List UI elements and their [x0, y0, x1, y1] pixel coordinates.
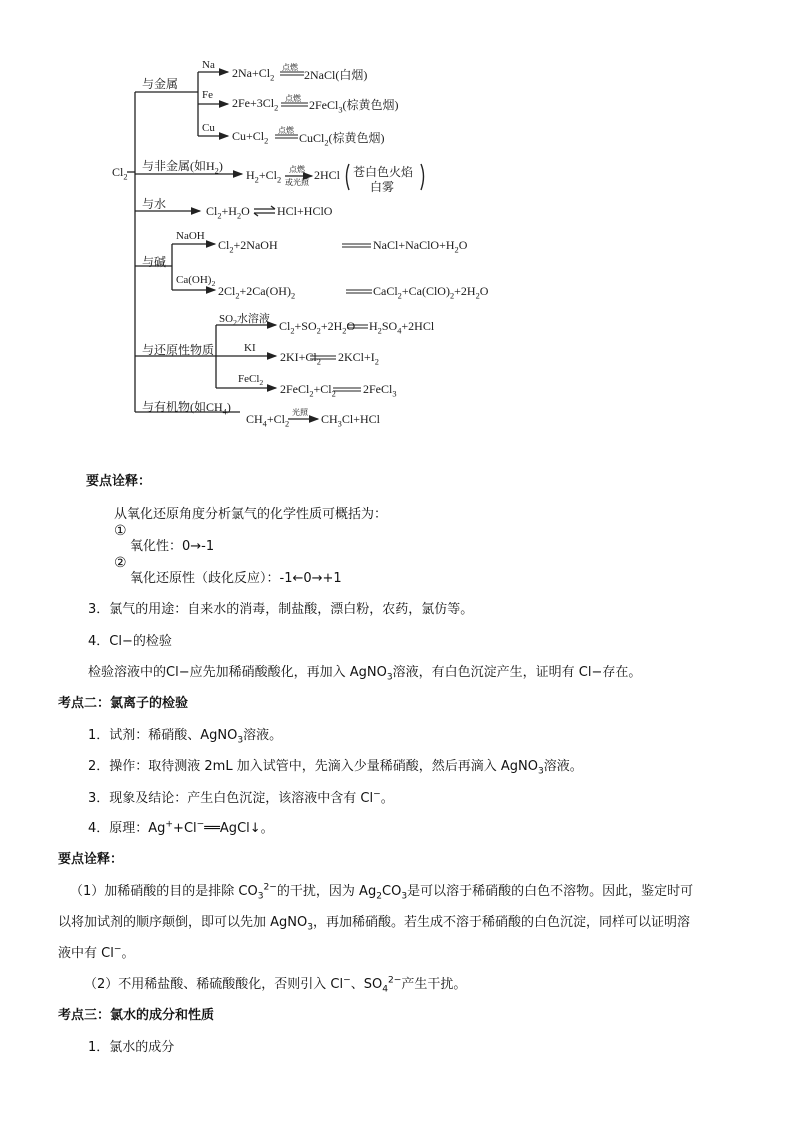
note-1-line-3: 液中有 Cl−。 [58, 944, 135, 961]
eq-h2-note1: 苍白色火焰 [353, 165, 414, 179]
leaf-caoh: $Ca(OH)_2$ [176, 274, 216, 289]
diagram-lines [0, 0, 794, 440]
eq-ch4-right: $CH_3Cl+HCl$ [321, 412, 380, 429]
eq-naoh-right: $NaCl+NaClO+H_2O$ [373, 238, 468, 255]
branch-reducing: 与还原性物质 [142, 343, 215, 357]
eq-ch4-left: $CH_4+Cl_2$ [246, 412, 290, 429]
section-heading-kd2: 考点二：氯离子的检验 [58, 696, 189, 711]
kd2-item-2: 2．操作：取待测液 2mL 加入试管中，先滴入少量稀硝酸，然后再滴入 AgNO$_3$溶液。 [88, 759, 583, 777]
section-heading-key-points-2: 要点诠释： [58, 852, 124, 867]
disproportionation-item: 氧化还原性（歧化反应）：-1←0→+1 [130, 571, 342, 586]
chloride-test-item: 4．Cl−的检验 [88, 634, 172, 649]
section-heading-kd3: 考点三：氯水的成分和性质 [58, 1008, 215, 1023]
eq-so2-left: $Cl_2+SO_2+2H_2O$ [279, 319, 356, 336]
eq-so2-right: $H_2SO_4+2HCl$ [369, 319, 435, 336]
branch-water: 与水 [142, 197, 167, 211]
eq-ki-right: $2KCl+I_2$ [338, 350, 379, 367]
cond-ignite-fe: 点燃 [285, 94, 301, 103]
branch-base: 与碱 [142, 255, 167, 269]
intro-line: 从氧化还原角度分析氯气的化学性质可概括为： [114, 507, 388, 522]
leaf-naoh: NaOH [176, 230, 205, 242]
kd2-item-1: 1．试剂：稀硝酸、AgNO$_3$溶液。 [88, 728, 283, 746]
diagram-root: $Cl_2$ [112, 165, 128, 182]
leaf-fecl2: FeCl$_2$ [238, 373, 264, 388]
circled-one: ① [114, 523, 127, 539]
branch-metal: 与金属 [142, 77, 179, 91]
chloride-test-detail: 检验溶液中的Cl−应先加稀硝酸酸化，再加入 AgNO$_3$溶液，有白色沉淀产生，证明有 Cl−存在。 [88, 665, 642, 683]
branch-organic: 与有机物(如$CH_4$) [142, 400, 231, 417]
leaf-cu: Cu [202, 122, 215, 134]
eq-ca-left: $2Cl_2+2Ca(OH)_2$ [218, 284, 296, 301]
eq-h2-right: 2HCl [314, 168, 341, 182]
eq-h2-note2: 白雾 [370, 180, 395, 194]
leaf-na: Na [202, 59, 215, 71]
leaf-ki: KI [244, 342, 256, 354]
eq-fe-left: $2Fe+3Cl_2$ [232, 96, 279, 113]
leaf-fe: Fe [202, 89, 213, 101]
branch-nonmetal: 与非金属(如$H_2$) [142, 159, 223, 176]
eq-na-left: $2Na+Cl_2$ [232, 66, 275, 83]
eq-fe2-left: $2FeCl_2+Cl_2$ [280, 382, 336, 399]
eq-cu-right: CuCl$_2$(棕黄色烟) [299, 131, 385, 148]
note-2: （2）不用稀盐酸、稀硫酸酸化，否则引入 Cl−、$SO_4^{2-}$产生干扰。 [84, 975, 467, 995]
note-1-line-2: 以将加试剂的顺序颠倒，即可以先加 AgNO$_3$，再加稀硝酸。若生成不溶于稀硝酸的白色沉淀，同样可以证明溶 [58, 915, 691, 933]
eq-water-right: HCl+HClO [277, 204, 333, 218]
cond-ignite-na: 点燃 [282, 63, 298, 72]
cond-or-light: 或光照 [285, 178, 309, 187]
kd2-item-3: 3．现象及结论：产生白色沉淀，该溶液中含有 Cl−。 [88, 789, 394, 806]
section-heading-key-points: 要点诠释： [86, 474, 152, 489]
kd2-item-4: 4．原理：Ag++Cl−══AgCl↓。 [88, 819, 274, 836]
eq-ki-left: $2KI+Cl_2$ [280, 350, 321, 367]
eq-fe-right: 2FeCl$_3$(棕黄色烟) [309, 98, 399, 115]
leaf-so2: $SO_2$水溶液 [219, 313, 270, 328]
eq-na-right: 2NaCl(白烟) [304, 68, 368, 82]
eq-fe2-right: 2FeCl$_3$ [363, 382, 397, 399]
eq-h2-left: $H_2+Cl_2$ [246, 168, 282, 185]
eq-naoh-left: $Cl_2+2NaOH$ [218, 238, 278, 255]
note-1-line-1: （1）加稀硝酸的目的是排除 $CO_3^{2-}$的干扰，因为 $Ag_2CO_3$是可以溶于稀硝酸的白色不溶物。因此，鉴定时可 [70, 882, 694, 902]
oxidation-item: 氧化性：0→-1 [130, 539, 215, 554]
cond-ignite-cu: 点燃 [278, 126, 294, 135]
cond-ignite-h2: 点燃 [289, 165, 305, 174]
kd3-item-1: 1．氯水的成分 [88, 1040, 175, 1055]
circled-two: ② [114, 555, 127, 571]
eq-cu-left: $Cu+Cl_2$ [232, 129, 269, 146]
cond-light: 光照 [292, 408, 308, 417]
eq-water-left: $Cl_2+H_2O$ [206, 204, 250, 221]
eq-ca-right: $CaCl_2+Ca(ClO)_2+2H_2O$ [373, 284, 489, 301]
uses-item: 3．氯气的用途：自来水的消毒，制盐酸，漂白粉，农药，氯仿等。 [88, 602, 474, 617]
